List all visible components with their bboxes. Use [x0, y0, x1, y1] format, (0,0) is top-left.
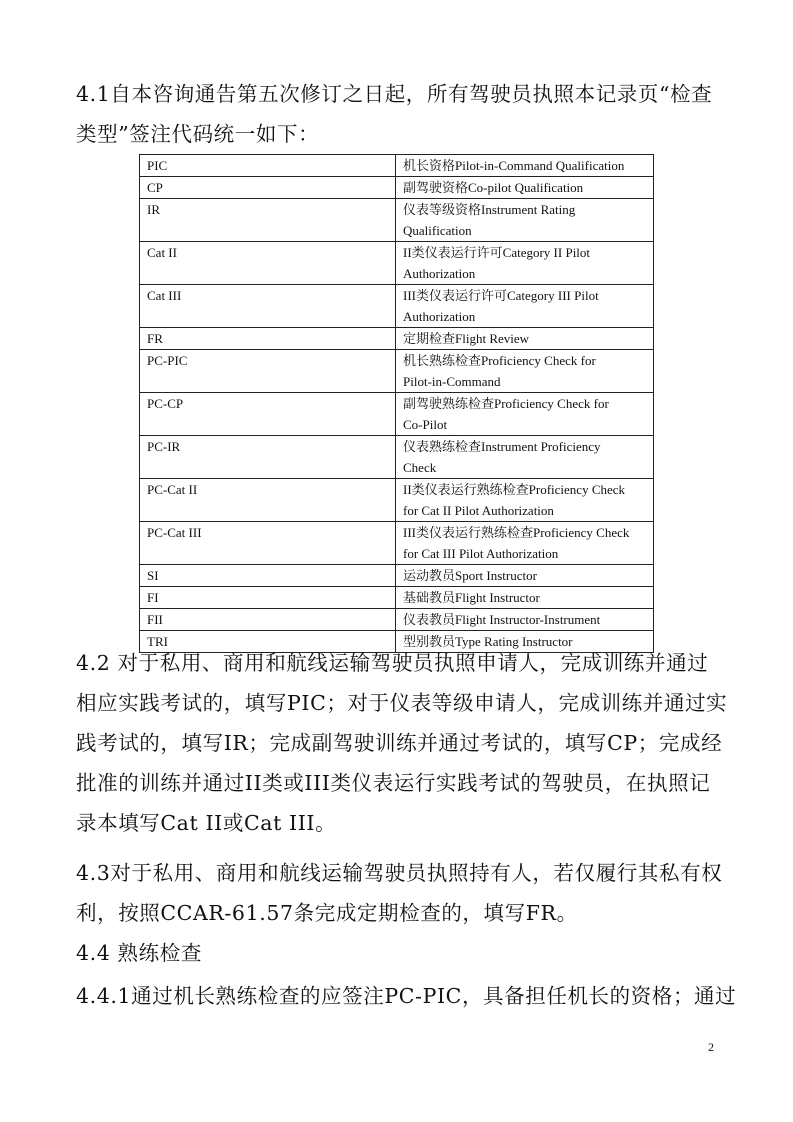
- description-cell: II类仪表运行熟练检查Proficiency Check for Cat II Pilot Authorization: [396, 479, 654, 522]
- code-cell: FI: [140, 587, 396, 609]
- description-cell: III类仪表运行许可Category III Pilot Authorization: [396, 285, 654, 328]
- table-row: [140, 350, 654, 393]
- code-cell: FR: [140, 328, 396, 350]
- page-number: 2: [708, 1040, 714, 1054]
- table-row: [140, 393, 654, 436]
- table-row: [140, 155, 654, 177]
- table-row: [140, 199, 654, 242]
- code-cell: TRI: [140, 631, 396, 653]
- description-cell: 定期检查Flight Review: [396, 328, 654, 350]
- intro-line-2: 类型”签注代码统一如下：: [76, 122, 320, 146]
- section-4-2-line-3: 践考试的，填写IR；完成副驾驶训练并通过考试的，填写CP；完成经: [76, 731, 723, 755]
- code-cell: PC-PIC: [140, 350, 396, 393]
- description-cell: 副驾驶资格Co-pilot Qualification: [396, 177, 654, 199]
- section-4-2-line-4: 批准的训练并通过II类或III类仪表运行实践考试的驾驶员，在执照记: [76, 771, 711, 795]
- code-cell: FII: [140, 609, 396, 631]
- endorsement-code-table: [139, 154, 654, 653]
- section-4-2-line-1: 4.2 对于私用、商用和航线运输驾驶员执照申请人，完成训练并通过: [76, 651, 709, 675]
- description-cell: 机长资格Pilot-in-Command Qualification: [396, 155, 654, 177]
- description-cell: 基础教员Flight Instructor: [396, 587, 654, 609]
- table-row: [140, 285, 654, 328]
- description-cell: III类仪表运行熟练检查Proficiency Check for Cat III Pilot Authorization: [396, 522, 654, 565]
- table-row: [140, 609, 654, 631]
- section-4-4-heading: [76, 933, 726, 973]
- description-cell: 机长熟练检查Proficiency Check for Pilot-in-Command: [396, 350, 654, 393]
- description-cell: 型别教员Type Rating Instructor: [396, 631, 654, 653]
- description-cell: 仪表熟练检查Instrument Proficiency Check: [396, 436, 654, 479]
- section-4-4-1-paragraph: [76, 976, 737, 1016]
- section-4-2-line-5: 录本填写Cat II或Cat III。: [76, 811, 337, 835]
- description-cell: II类仪表运行许可Category II Pilot Authorization: [396, 242, 654, 285]
- intro-paragraph: [76, 74, 726, 154]
- section-4-2-line-2: 相应实践考试的，填写PIC；对于仪表等级申请人，完成训练并通过实: [76, 691, 728, 715]
- code-cell: Cat II: [140, 242, 396, 285]
- description-cell: 仪表等级资格Instrument Rating Qualification: [396, 199, 654, 242]
- description-cell: 副驾驶熟练检查Proficiency Check for Co-Pilot: [396, 393, 654, 436]
- code-cell: PC-Cat III: [140, 522, 396, 565]
- code-cell: PC-CP: [140, 393, 396, 436]
- table-row: [140, 479, 654, 522]
- code-cell: SI: [140, 565, 396, 587]
- code-cell: PC-IR: [140, 436, 396, 479]
- section-4-2-paragraph: [76, 643, 726, 843]
- table-row: [140, 587, 654, 609]
- section-4-4-line-1: 4.4 熟练检查: [76, 941, 202, 965]
- table-row: [140, 436, 654, 479]
- table-row: [140, 242, 654, 285]
- code-cell: CP: [140, 177, 396, 199]
- section-4-3-paragraph: [76, 853, 726, 933]
- code-cell: IR: [140, 199, 396, 242]
- code-cell: Cat III: [140, 285, 396, 328]
- code-cell: PC-Cat II: [140, 479, 396, 522]
- code-cell: PIC: [140, 155, 396, 177]
- section-4-3-line-1: 4.3对于私用、商用和航线运输驾驶员执照持有人，若仅履行其私有权: [76, 861, 723, 885]
- table-row: [140, 177, 654, 199]
- section-4-3-line-2: 利，按照CCAR-61.57条完成定期检查的，填写FR。: [76, 901, 578, 925]
- description-cell: 仪表教员Flight Instructor-Instrument: [396, 609, 654, 631]
- description-cell: 运动教员Sport Instructor: [396, 565, 654, 587]
- section-4-4-1-line-1: 4.4.1通过机长熟练检查的应签注PC-PIC，具备担任机长的资格；通过: [76, 984, 737, 1008]
- intro-line-1: 4.1自本咨询通告第五次修订之日起，所有驾驶员执照本记录页“检查: [76, 82, 713, 106]
- table-row: [140, 565, 654, 587]
- table-row: [140, 328, 654, 350]
- table-row: [140, 522, 654, 565]
